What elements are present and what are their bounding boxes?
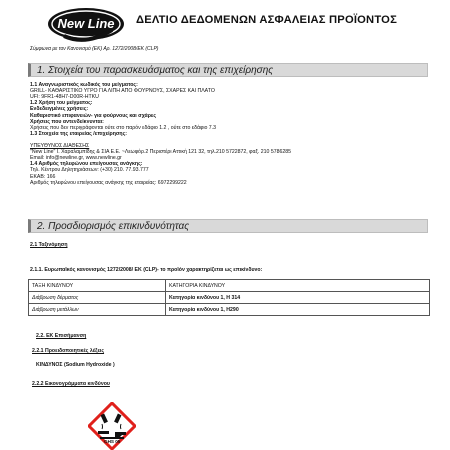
new-line-logo <box>46 6 126 42</box>
section-1-title: 1. Στοιχεία του παρασκευάσματος και της επιχείρησης <box>37 65 274 76</box>
section-1-line: 1.4 Αριθμός τηλεφώνου επείγουσας ανάγκης: <box>30 161 143 168</box>
section-1-line: Ενδεδειγμένες χρήσεις: <box>30 106 89 113</box>
table-header-row <box>29 280 430 292</box>
regulation-note: Σύμφωνα με τον Κανονισμό (ΕΚ) Αρ. 1272/2008/ΕΚ (CLP) <box>30 46 159 52</box>
section-1-line: Email: info@newline.gr, www.newline.gr <box>30 155 122 162</box>
signal-words-heading: 2.2.1 Προειδοποιητικές λέξεις <box>32 348 105 354</box>
signal-word: ΚΙΝΔΥΝΟΣ (Sodium Hydroxide ) <box>36 362 115 368</box>
section-2-title: 2. Προσδιορισμός επικινδυνότητας <box>37 221 190 232</box>
section-1-line: GRILL- ΚΑΘΑΡΙΣΤΙΚΟ ΥΓΡΟ ΓΙΑ ΛΙΠΗ ΑΠΟ ΦΟΥΡΝΟΥΣ, ΣΧΑΡΕΣ ΚΑΙ ΠΛΑΤΟ <box>30 88 215 95</box>
section-1-header <box>28 63 428 77</box>
section-1-line: 1.1 Αναγνωριστικός κωδικός του μείγματος: <box>30 82 138 88</box>
table-header-cell: ΤΑΞΗ ΚΙΝΔΥΝΟΥ <box>29 280 166 292</box>
hazard-classification-table <box>28 279 430 316</box>
pictograms-heading: 2.2.2 Εικονογράμματα κινδύνου <box>32 381 110 387</box>
classification-heading: 2.1 Ταξινόμηση <box>30 242 68 248</box>
table-row <box>29 292 430 304</box>
section-1-line: Τηλ. Κέντρου Δηλητηριάσεων: (+30) 210. 77.93.777 <box>30 167 149 174</box>
table-header-cell: ΚΑΤΗΓΟΡΙΑ ΚΙΝΔΥΝΟΥ <box>166 280 430 292</box>
logo-text: New Line <box>57 16 115 31</box>
section-2-header <box>28 219 428 233</box>
section-1-line: "New Line" I. Χαραλαμπίδης & ΣΙΑ Ε.Ε. ~Λεωφόρ.2 Περιστέρι Αττική 121 32, τηλ.210 5722872, φαξ. 210 5786285 <box>30 149 292 156</box>
section-1-line: 1.3 Στοιχεία της εταιρείας /επιχείρησης: <box>30 130 128 137</box>
section-1-line: Αριθμός τηλεφώνου επείγουσας ανάγκης της εταιρείας: 6972299222 <box>30 179 187 186</box>
clp-regulation-line: 2.1.1. Ευρωπαϊκός κανονισμός 1272/2008/ ΕΚ (CLP)- το προϊόν χαρακτηρίζεται ως επικίνδυνο: <box>30 267 263 273</box>
pictogram-caption: GHS 05 <box>104 439 121 444</box>
table-cell: Διάβρωση μετάλλων <box>29 304 166 316</box>
section-1-line: UFI: 9FR1-48H7-D00R-HTKU <box>30 94 99 101</box>
section-1-line: 1.2 Χρήση του μείγματος: <box>30 100 93 107</box>
table-cell: Κατηγορία κινδύνου 1, H 314 <box>166 292 430 304</box>
section-1-line: ΕΚΑΒ: 166 <box>30 173 56 180</box>
section-1-line: Χρήσεις που αντενδείκνυνται: <box>30 118 104 125</box>
table-row <box>29 304 430 316</box>
table-cell: Διάβρωση δέρματος <box>29 292 166 304</box>
labelling-heading: 2.2. ΕΚ Επισήμανση <box>36 333 87 339</box>
table-cell: Κατηγορία κινδύνου 1, H290 <box>166 304 430 316</box>
section-1-line: ΥΠΕΥΘΥΝΟΣ ΔΙΑΘΕΣΗΣ <box>30 143 90 149</box>
section-1-line: Καθαριστικό επιφανειών- για φούρνους και σχάρες <box>30 112 157 119</box>
section-1-line: Χρήσεις που δεν περιγράφονται ούτε στο παρόν εδάφιο 1.2 , ούτε στο εδάφιο 7.3 <box>30 124 217 131</box>
document-title: ΔΕΛΤΙΟ ΔΕΔΟΜΕΝΩΝ ΑΣΦΑΛΕΙΑΣ ΠΡΟΪΟΝΤΟΣ <box>136 14 397 26</box>
